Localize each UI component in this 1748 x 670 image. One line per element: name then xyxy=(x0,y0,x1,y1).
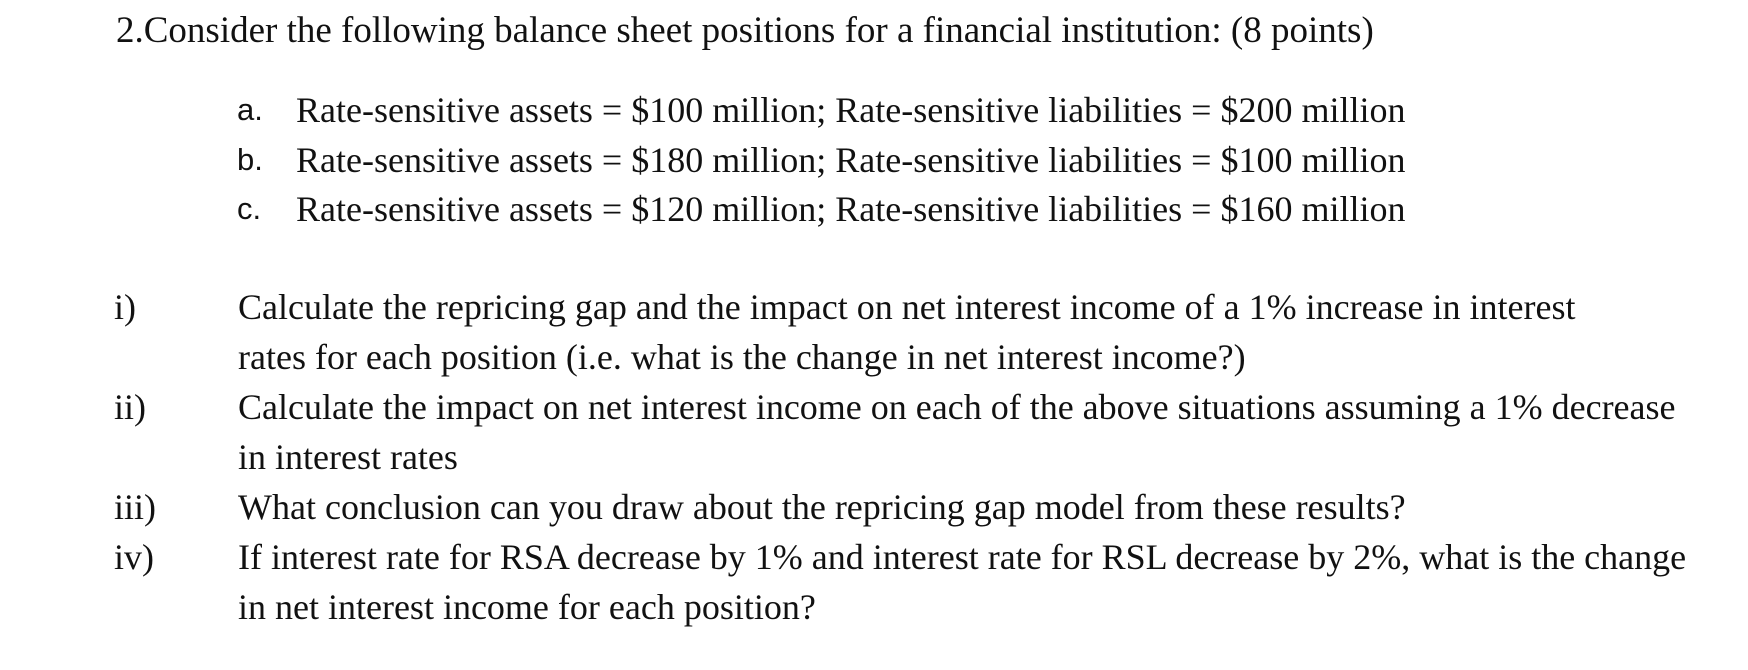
position-marker: c. xyxy=(237,191,262,226)
question-marker: iv) xyxy=(114,537,154,577)
position-text: Rate-sensitive assets = $180 million; Rate-sensitive liabilities = $100 million xyxy=(296,140,1406,180)
question-item-i xyxy=(114,282,1724,382)
question-item-iii xyxy=(114,482,1724,532)
question-text: What conclusion can you draw about the repricing gap model from these results? xyxy=(238,487,1406,527)
question-text: If interest rate for RSA decrease by 1% and interest rate for RSL decrease by 2%, what is the change in net interest income for each position? xyxy=(238,537,1687,627)
position-text: Rate-sensitive assets = $120 million; Rate-sensitive liabilities = $160 million xyxy=(296,189,1406,229)
question-marker: ii) xyxy=(114,387,146,427)
position-marker: b. xyxy=(237,142,263,177)
question-text: Calculate the impact on net interest income on each of the above situations assuming a 1% decrease in interest rates xyxy=(238,387,1676,477)
position-text: Rate-sensitive assets = $100 million; Rate-sensitive liabilities = $200 million xyxy=(296,90,1406,130)
question-item-ii xyxy=(114,382,1724,482)
question-marker: iii) xyxy=(114,487,156,527)
question-title: 2.Consider the following balance sheet positions for a financial institution: (8 points) xyxy=(116,10,1374,51)
position-marker: a. xyxy=(237,92,263,127)
question-item-iv xyxy=(114,532,1724,632)
question-text: Calculate the repricing gap and the impact on net interest income of a 1% increase in interest rates for each position (i.e. what is the change in net interest income?) xyxy=(238,287,1576,377)
question-list xyxy=(114,282,1724,632)
question-marker: i) xyxy=(114,287,136,327)
